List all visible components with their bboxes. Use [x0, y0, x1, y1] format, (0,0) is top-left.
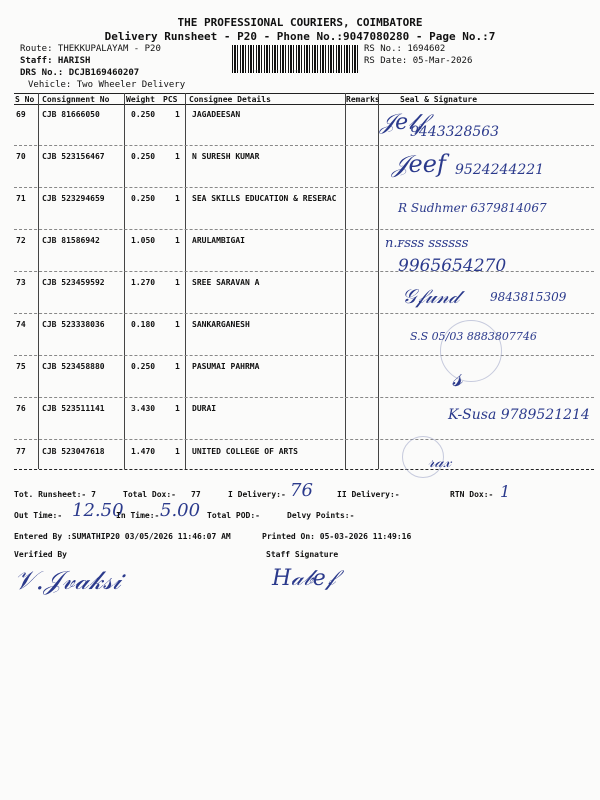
signature-scribble: 𝓈: [452, 360, 463, 393]
in-time-label: In Time:-: [116, 511, 160, 520]
verified-by-label: Verified By: [14, 550, 67, 559]
signature-scribble: n.ꜰꜱꜱꜱ ꜱꜱꜱꜱꜱꜱ: [385, 236, 469, 251]
col-sno: S No: [15, 95, 35, 104]
runsheet-title: Delivery Runsheet - P20 - Phone No.:9047080280 - Page No.:7: [104, 30, 496, 43]
col-weight: Weight: [126, 95, 155, 104]
rs-number: RS No.: 1694602: [364, 44, 446, 54]
total-pod-label: Total POD:-: [207, 511, 260, 520]
handwritten-phone: S.S 05/03 8883807746: [410, 330, 537, 343]
handwritten-phone: 9524244221: [455, 162, 545, 178]
total-dox-value: 77: [191, 490, 201, 499]
col-consignment: Consignment No: [42, 95, 110, 104]
printed-on: Printed On: 05-03-2026 11:49:16: [262, 532, 412, 541]
col-consignee: Consignee Details: [189, 95, 271, 104]
signature-scribble: 𝓇𝒶𝓍: [428, 452, 451, 471]
out-time-value: 12.50: [72, 500, 124, 521]
handwritten-phone: R Sudhmer 6379814067: [398, 201, 547, 215]
i-delivery-label: I Delivery:-: [228, 490, 286, 499]
route-label: Route: THEKKUPALAYAM - P20: [20, 44, 161, 54]
staff-label: Staff: HARISH: [20, 56, 91, 66]
rs-date: RS Date: 05-Mar-2026: [364, 56, 473, 66]
in-time-value: 5.00: [160, 500, 201, 521]
drs-number: DRS No.: DCJB169460207: [20, 68, 140, 78]
rtn-dox-label: RTN Dox:-: [450, 490, 494, 499]
tot-runsheet: Tot. Runsheet:- 7: [14, 490, 96, 499]
company-name: THE PROFESSIONAL COURIERS, COIMBATORE: [177, 16, 423, 29]
delvy-points-label: Delvy Points:-: [287, 511, 355, 520]
handwritten-phone: 9965654270: [398, 256, 507, 276]
col-remarks: Remarks: [346, 95, 380, 104]
handwritten-phone: K-Susa 9789521214: [448, 407, 590, 423]
out-time-label: Out Time:-: [14, 511, 63, 520]
rtn-dox-value: 1: [500, 482, 511, 501]
handwritten-phone: 9443328563: [410, 124, 500, 140]
col-pcs: PCS: [163, 95, 178, 104]
total-dox-label: Total Dox:-: [123, 490, 176, 499]
signature-scribble: 𝒥𝑒𝓁𝒻: [380, 110, 426, 135]
vehicle-label: Vehicle: Two Wheeler Delivery: [28, 80, 186, 90]
i-delivery-value: 76: [290, 480, 313, 501]
staff-signature-label: Staff Signature: [266, 550, 339, 559]
col-seal-signature: Seal & Signature: [400, 95, 478, 104]
verifier-signature: 𝒱.𝒥𝓋𝒶𝓀𝓈𝒾: [14, 566, 121, 596]
ii-delivery-label: II Delivery:-: [337, 490, 400, 499]
entered-by: Entered By :SUMATHIP20 03/05/2026 11:46:07 AM: [14, 532, 231, 541]
staff-signature: 𝐻𝒶𝒷𝑒𝒻: [272, 566, 336, 591]
signature-scribble: 𝒢𝒻𝓊𝓃𝒹: [402, 284, 459, 308]
handwritten-phone: 9843815309: [490, 290, 567, 304]
barcode: [232, 45, 360, 73]
signature-scribble: 𝒥𝑒𝑒𝑓: [392, 150, 446, 178]
